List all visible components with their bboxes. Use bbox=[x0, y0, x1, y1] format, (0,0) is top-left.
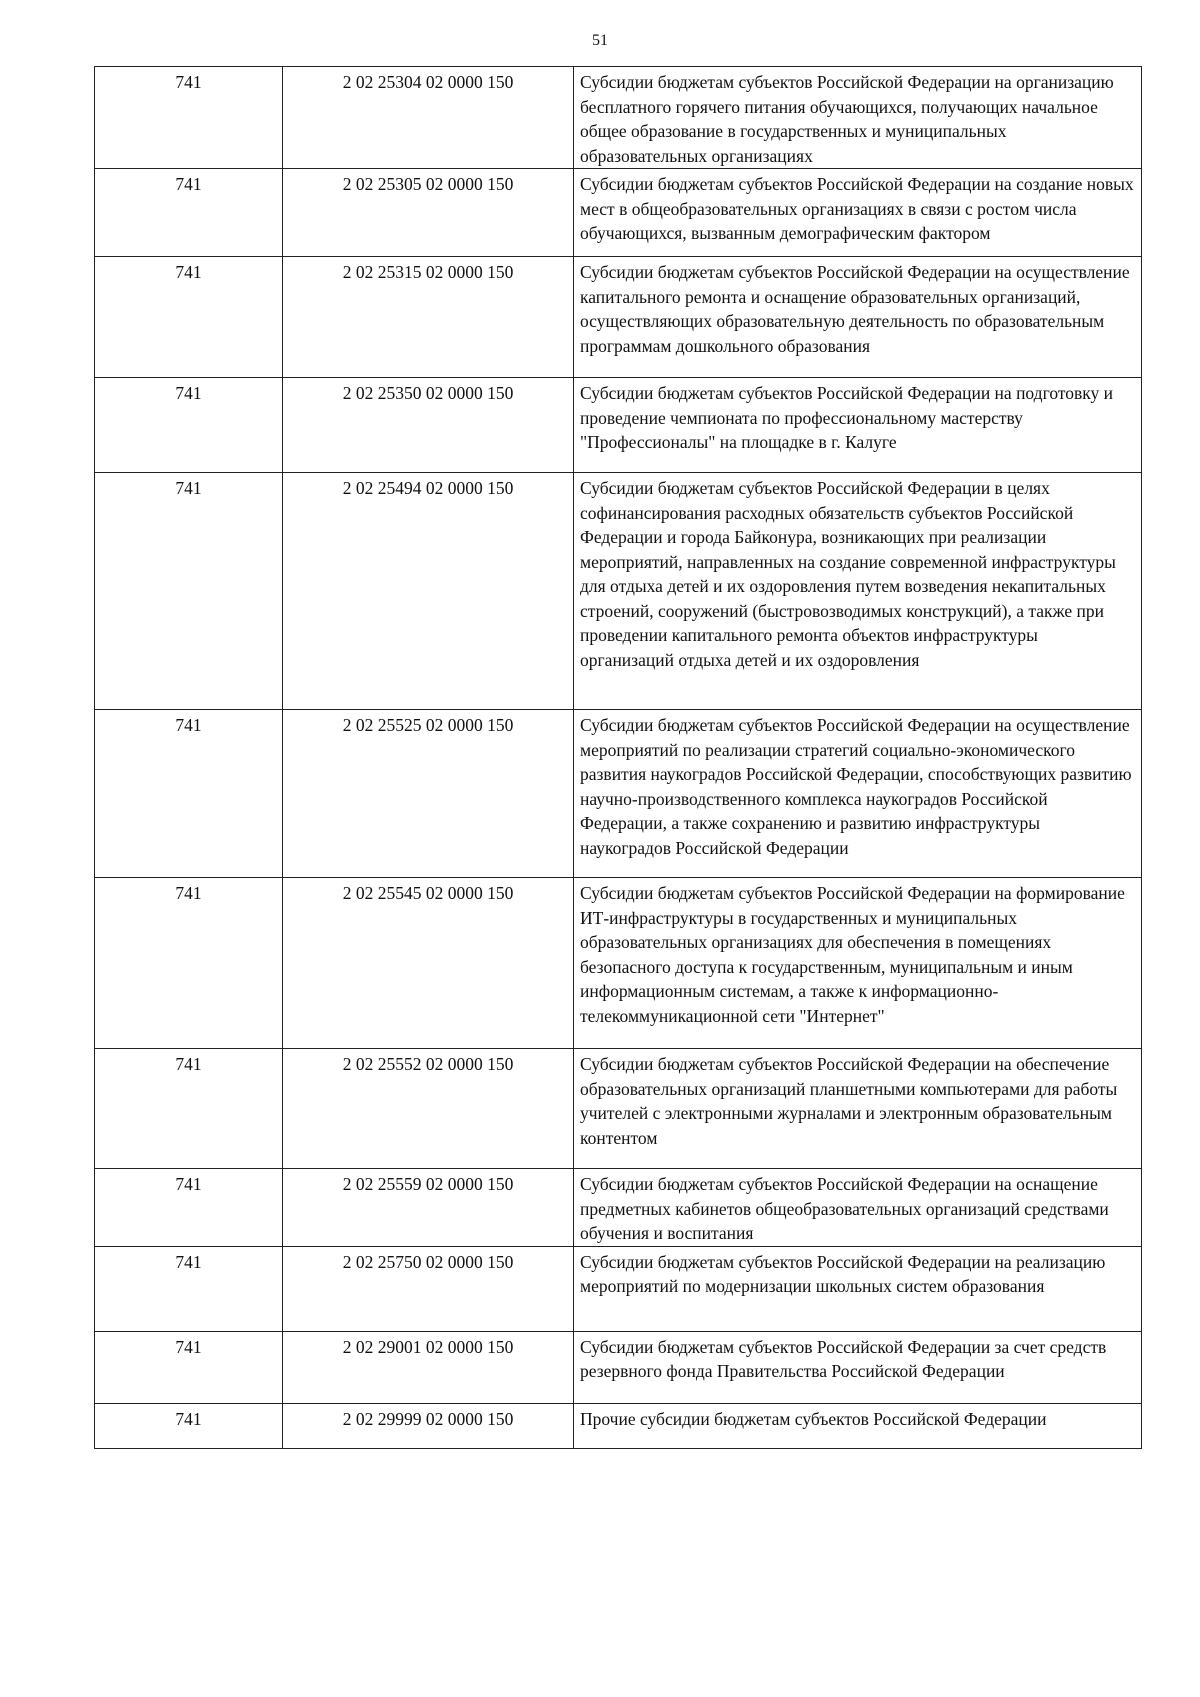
revenue-code-cell: 2 02 25750 02 0000 150 bbox=[283, 1246, 574, 1331]
admin-code-cell: 741 bbox=[95, 1403, 283, 1448]
revenue-code-cell: 2 02 25350 02 0000 150 bbox=[283, 378, 574, 473]
table-row bbox=[95, 878, 1142, 1049]
revenue-code-cell: 2 02 25552 02 0000 150 bbox=[283, 1049, 574, 1169]
table-row bbox=[95, 1169, 1142, 1247]
revenue-code-cell: 2 02 29001 02 0000 150 bbox=[283, 1331, 574, 1403]
admin-code-cell: 741 bbox=[95, 378, 283, 473]
table-row bbox=[95, 1403, 1142, 1448]
budget-revenue-table bbox=[94, 66, 1142, 1449]
admin-code-cell: 741 bbox=[95, 878, 283, 1049]
table-row bbox=[95, 169, 1142, 257]
admin-code-cell: 741 bbox=[95, 1169, 283, 1247]
admin-code-cell: 741 bbox=[95, 257, 283, 378]
description-cell: Субсидии бюджетам субъектов Российской Федерации на подготовку и проведение чемпионата по профессиональному мастерству "Профессионалы" на площадке в г. Калуге bbox=[574, 378, 1142, 473]
description-cell: Субсидии бюджетам субъектов Российской Федерации на оснащение предметных кабинетов общеобразовательных организаций средствами обучения и воспитания bbox=[574, 1169, 1142, 1247]
revenue-code-cell: 2 02 25545 02 0000 150 bbox=[283, 878, 574, 1049]
revenue-code-cell: 2 02 29999 02 0000 150 bbox=[283, 1403, 574, 1448]
table-row bbox=[95, 257, 1142, 378]
page-number: 51 bbox=[592, 32, 608, 49]
admin-code-cell: 741 bbox=[95, 710, 283, 878]
table-row bbox=[95, 67, 1142, 169]
description-cell: Субсидии бюджетам субъектов Российской Федерации на осуществление мероприятий по реализации стратегий социально-экономического развития наукоградов Российской Федерации, способствующих развитию научно-производственного комплекса наукоградов Российской Федерации, а также сохранению и развитию инфраструктуры наукоградов Российской Федерации bbox=[574, 710, 1142, 878]
description-cell: Субсидии бюджетам субъектов Российской Федерации на обеспечение образовательных организаций планшетными компьютерами для работы учителей с электронными журналами и электронным образовательным контентом bbox=[574, 1049, 1142, 1169]
revenue-code-cell: 2 02 25315 02 0000 150 bbox=[283, 257, 574, 378]
admin-code-cell: 741 bbox=[95, 473, 283, 710]
description-cell: Субсидии бюджетам субъектов Российской Федерации на организацию бесплатного горячего питания обучающихся, получающих начальное общее образование в государственных и муниципальных образовательных организациях bbox=[574, 67, 1142, 169]
table-row bbox=[95, 1246, 1142, 1331]
description-cell: Субсидии бюджетам субъектов Российской Федерации в целях софинансирования расходных обязательств субъектов Российской Федерации и города Байконура, возникающих при реализации мероприятий, направленных на создание современной инфраструктуры для отдыха детей и их оздоровления путем возведения некапитальных строений, сооружений (быстровозводимых конструкций), а также при проведении капитального ремонта объектов инфраструктуры организаций отдыха детей и их оздоровления bbox=[574, 473, 1142, 710]
revenue-code-cell: 2 02 25559 02 0000 150 bbox=[283, 1169, 574, 1247]
table-row bbox=[95, 1331, 1142, 1403]
admin-code-cell: 741 bbox=[95, 1049, 283, 1169]
revenue-code-cell: 2 02 25305 02 0000 150 bbox=[283, 169, 574, 257]
revenue-code-cell: 2 02 25304 02 0000 150 bbox=[283, 67, 574, 169]
table-row bbox=[95, 473, 1142, 710]
table-row bbox=[95, 378, 1142, 473]
description-cell: Субсидии бюджетам субъектов Российской Федерации на создание новых мест в общеобразовательных организациях в связи с ростом числа обучающихся, вызванным демографическим фактором bbox=[574, 169, 1142, 257]
description-cell: Субсидии бюджетам субъектов Российской Федерации на реализацию мероприятий по модернизации школьных систем образования bbox=[574, 1246, 1142, 1331]
admin-code-cell: 741 bbox=[95, 1331, 283, 1403]
admin-code-cell: 741 bbox=[95, 169, 283, 257]
table-row bbox=[95, 710, 1142, 878]
description-cell: Субсидии бюджетам субъектов Российской Федерации на формирование ИТ-инфраструктуры в государственных и муниципальных образовательных организациях для обеспечения в помещениях безопасного доступа к государственным, муниципальным и иным информационным системам, а также к информационно-телекоммуникационной сети "Интернет" bbox=[574, 878, 1142, 1049]
admin-code-cell: 741 bbox=[95, 67, 283, 169]
table-row bbox=[95, 1049, 1142, 1169]
description-cell: Прочие субсидии бюджетам субъектов Российской Федерации bbox=[574, 1403, 1142, 1448]
admin-code-cell: 741 bbox=[95, 1246, 283, 1331]
description-cell: Субсидии бюджетам субъектов Российской Федерации за счет средств резервного фонда Правительства Российской Федерации bbox=[574, 1331, 1142, 1403]
revenue-code-cell: 2 02 25494 02 0000 150 bbox=[283, 473, 574, 710]
revenue-code-cell: 2 02 25525 02 0000 150 bbox=[283, 710, 574, 878]
description-cell: Субсидии бюджетам субъектов Российской Федерации на осуществление капитального ремонта и оснащение образовательных организаций, осуществляющих образовательную деятельность по образовательным программам дошкольного образования bbox=[574, 257, 1142, 378]
